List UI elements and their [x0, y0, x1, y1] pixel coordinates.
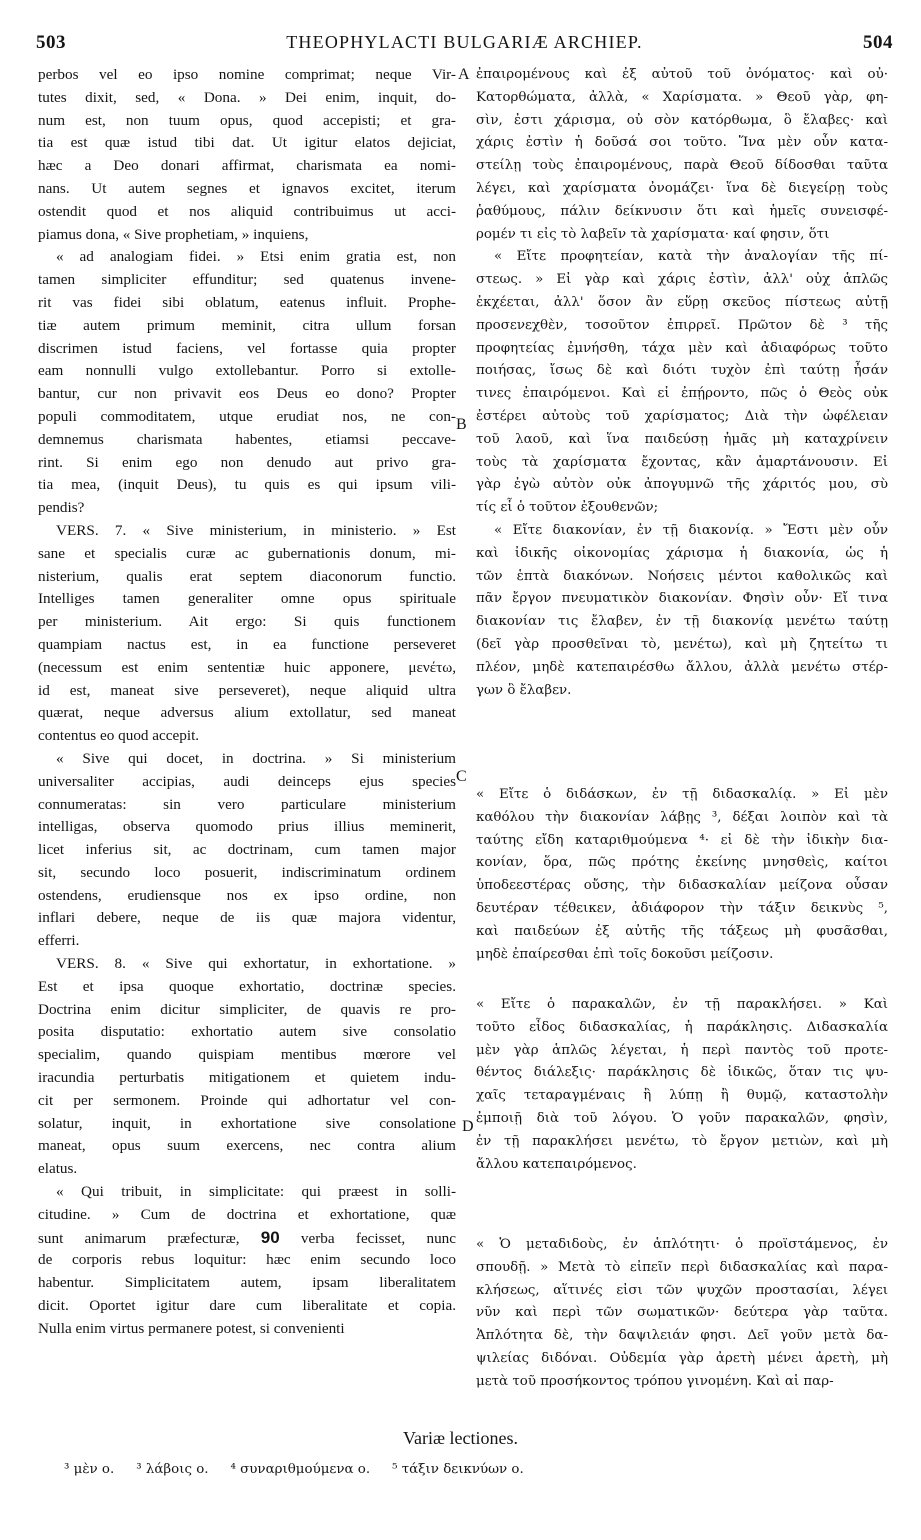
text-line: tia est quæ istud tibi dat. Ut igitur elatos dejiciat,: [38, 134, 456, 152]
text-line: κλήσεως, αἵτινές εἰσι τῶν ψυχῶν προστασίαι, λέγει: [476, 1282, 888, 1298]
text-line: ἐμποιῇ διὰ τοῦ λόγου. Ὁ γοῦν παρακαλῶν, φησὶν,: [476, 1110, 888, 1126]
greek-section-2: [476, 784, 888, 966]
greek-section-4: [476, 1234, 888, 1394]
text-line: τῶν ἑπτὰ διακόνων. Νοήσεις μέντοι καθολικῶς καὶ: [476, 568, 888, 584]
text-line: rit vas fidei sibi oblatum, eatenus influit. Prophe-: [38, 293, 456, 311]
text-line: (δεῖ γὰρ προσθεῖναι τὸ, μενέτω), καὶ μὴ ζητείτω τι: [476, 636, 888, 652]
text-line: ἐπαιρομένους καὶ ἐξ αὐτοῦ τοῦ ὀνόματος· καὶ οὐ·: [476, 67, 888, 82]
text-line: inflari debere, neque de iis quæ majora videntur,: [38, 909, 456, 927]
text-line: populi commoditatem, utque erudiat nos, ne con-: [38, 407, 456, 425]
text-line: ρομέν τι εἰς τὸ λαβεῖν τὰ χαρίσματα· καί φησιν, ὅτι: [476, 226, 830, 242]
text-line: solatur, inquit, in exhortatione sive consolatione: [38, 1114, 456, 1132]
text-line: « Εἴτε ὁ παρακαλῶν, ἐν τῇ παρακλήσει. » Καὶ: [476, 997, 888, 1012]
text-line: προσενεχθὲν, τοσοῦτον ἐπιρρεῖ. Πρῶτον δὲ ³ τῆς: [476, 317, 888, 333]
text-line: tia mea, (inquit Deus), tu quis es qui ipsum vili-: [38, 476, 456, 494]
text-line: posita disputatio: exhortatio autem sive consolatio: [38, 1023, 456, 1041]
text-line: ψιλείας διδόναι. Οὐδεμία γὰρ ἀρετὴ μένει ἀρετὴ, μὴ: [476, 1350, 888, 1366]
text-line: τίς εἶ ὁ τοῦτον ἐξουθενῶν;: [476, 500, 659, 516]
text-line: προφητείας ἐμνήσθη, τάχα μὲν καὶ ἀδιαφόρως τοῦτο: [476, 340, 888, 356]
column-number: 90: [260, 1227, 280, 1247]
text-line: Est et ipsa quoque exhortatio, doctrinæ species.: [38, 977, 456, 995]
text-line: efferri.: [38, 932, 80, 950]
text-line: σὶν, ἐστι χάρισμα, οὐ σὸν κατόρθωμα, ὃ ἔλαβες· καὶ: [476, 112, 888, 128]
text-line: contentus eo quod accepit.: [38, 727, 200, 745]
text-line: χαῖς τεταραγμέναις ἢ λύπῃ ἢ θυμῷ, καταστολὴν: [476, 1088, 888, 1104]
text-line: sane et specialis curæ ac gubernationis donum, mi-: [38, 544, 456, 562]
variae-lectiones-title: Variæ lectiones.: [403, 1428, 518, 1448]
text-line: σπουδῇ. » Μετὰ τὸ εἰπεῖν περὶ διδασκαλίας καὶ παρα-: [476, 1259, 888, 1275]
text-line: ἄλλου κατεπαιρόμενος.: [476, 1156, 637, 1172]
text-line: perbos vel eo ipso nomine comprimat; neque Vir-: [38, 66, 456, 83]
text-line: τοὺς τὰ χαρίσματα ἔχοντας, κἂν ἁμαρτάνουσιν. Εἰ: [476, 454, 888, 470]
text-line: iracundia perturbatis mitigationem et quietem indu-: [38, 1069, 456, 1087]
text-line: (necessum est enim sententiæ huic apponere, μενέτω,: [38, 658, 456, 676]
text-line: πλέον, μηδὲ κατεπαιρέσθω ἄλλου, ἀλλὰ μενέτω στέρ-: [476, 659, 888, 675]
text-line: elatus.: [38, 1160, 78, 1178]
text-line: διακονίαν τις ἔλαβεν, ἐν τῇ διακονίᾳ μενέτω ταύτῃ: [476, 614, 888, 630]
footnote-item: ⁴ συναριθμούμενα ο.: [230, 1462, 371, 1477]
text-line: hæc a Deo donari affirmat, charismata ea nomi-: [38, 157, 456, 175]
text-line: καὶ ἰδικῆς οἰκονομίας χάρισμα ἡ διακονία, ὡς ἡ: [476, 545, 888, 561]
text-line: πᾶν ἔργον πνευματικὸν διακονίαν. Φησὶν οὖν· Εἴ τινα: [476, 591, 888, 607]
text-line: « Εἴτε διακονίαν, ἐν τῇ διακονίᾳ. » Ἔστι μὲν οὖν: [494, 522, 888, 538]
text-line: ἐν τῇ παρακλήσει μενέτω, τὸ ἔργον μετιὼν, καὶ μὴ: [476, 1133, 888, 1149]
text-line: connumeratas: sin vero particulare ministerium: [38, 795, 456, 813]
text-line: κονίαν, ὅρα, πῶς πρότης ἐκείνης μνησθεὶς, καίτοι: [476, 855, 888, 871]
greek-section-3: [476, 994, 888, 1176]
text-line: Κατορθώματα, ἀλλὰ, « Χαρίσματα. » Θεοῦ γὰρ, φη-: [476, 89, 888, 105]
margin-marker-c: C: [456, 768, 467, 785]
greek-section-1: [476, 64, 888, 702]
text-line: τινες ἐπαιρόμενοι. Καὶ εἰ ἐπῄροντο, πῶς ὁ Θεὸς οὐκ: [476, 386, 888, 402]
text-line: γων ὃ ἔλαβεν.: [476, 682, 572, 698]
text-line: λέγει, καὶ χαρίσματα ὀνομάζει· ἵνα δὲ διεγείρῃ τοὺς: [476, 180, 888, 196]
text-line: στεως. » Εἰ γὰρ καὶ χάρις ἐστὶν, ἀλλ' οὐχ ἁπλῶς: [476, 272, 888, 288]
text-line: num est, non tuum opus, quod accepisti; et gra-: [38, 111, 456, 129]
text-line: quampiam nactus est, in ea functione perseveret: [38, 635, 456, 653]
running-header: [36, 32, 893, 60]
text-line: pendis?: [38, 499, 85, 517]
text-line: « Εἴτε προφητείαν, κατὰ τὴν ἀναλογίαν τῆς πί-: [494, 249, 888, 265]
text-line: de corporis rebus loquitur: hæc enim secundo loco: [38, 1251, 456, 1269]
text-line: nisterium, qualis erat septem diaconorum functio.: [38, 567, 456, 585]
text-line: στείλῃ τοὺς ἐπαιρομένους, παρὰ Θεοῦ δίδοσθαι ταῦτα: [476, 158, 888, 174]
text-line: καὶ παιδεύων ἐξ αὐτῆς τῆς τάξεως μὴ φυσᾶσθαι,: [476, 923, 888, 939]
text-line: « ad analogiam fidei. » Etsi enim gratia est, non: [56, 248, 456, 266]
text-line: ῥαθύμους, πάλιν δείκνυσιν ὅτι καὶ ἡμεῖς συνεισφέ-: [476, 203, 888, 219]
text-line: ostendit quod et nos aliquid contribuimus ut acci-: [38, 202, 456, 220]
text-line: maneat, opus suum exercens, nec contra alium: [38, 1137, 456, 1155]
text-line: ἐστέρει αὐτοὺς τοῦ χαρίσματος; Διὰ τὴν ὠφέλειαν: [476, 408, 888, 424]
text-line: citudine. » Cum de doctrina et exhortatione, quæ: [38, 1205, 456, 1223]
text-line: id est, maneat sive perseveret), neque aliquid ultra: [38, 681, 456, 699]
text-line: intelligas, observa quomodo prius illius meminerit,: [38, 818, 456, 836]
text-line: τοῦ λαοῦ, καὶ ἵνα παιδεύσῃ ἡμᾶς μὴ καταχρίνειν: [476, 431, 888, 447]
text-line: habentur. Simplicitatem autem, ipsam liberalitatem: [38, 1274, 456, 1292]
footnote-item: ³ λάβοις ο.: [136, 1462, 209, 1477]
text-line: χάρις ἐστὶν ἡ δοῦσά σοι τοῦτο. Ἵνα μὲν οὖν κατα-: [476, 135, 888, 151]
text-line: tiæ autem primum meminit, citra ullum forsan: [38, 316, 456, 334]
text-line: sit, secundo loco posuerit, indiscriminatum ordinem: [38, 863, 456, 881]
text-line: « Sive qui docet, in doctrina. » Si ministerium: [56, 749, 456, 767]
text-line: μὲν γὰρ ἁπλῶς λέγεται, ἡ περὶ παντὸς τοῦ προτε-: [476, 1042, 888, 1058]
text-line: ποιήσας, ἴσως δὲ καὶ διότι τυχὸν ἐπὶ ταύτῃ ἦσάν: [476, 363, 888, 379]
text-line: ἐκχέεται, ἀλλ' ὅσον ἂν εὕρῃ σκεῦος πίστεως αὐτῇ: [476, 294, 888, 310]
running-title: THEOPHYLACTI BULGARIÆ ARCHIEP.: [286, 32, 643, 52]
text-line: ostendens, erudiensque nos ex ipso ordine, non: [38, 886, 456, 904]
text-line: « Εἴτε ὁ διδάσκων, ἐν τῇ διδασκαλίᾳ. » Εἰ μὲν: [476, 787, 888, 802]
text-line: sunt animarum præfecturæ, 90 verba fecisset, nunc: [38, 1227, 456, 1247]
page-number-left: 503: [36, 32, 66, 53]
text-line: rint. Si enim ego non denudo aut privo gra-: [38, 453, 456, 471]
text-line: quærat, neque adversus alium extollatur, sed maneat: [38, 704, 456, 722]
text-line: δευτέραν τέθεικεν, ἀδιάφορον τὴν τάξιν δεικνὺς ⁵,: [476, 900, 888, 916]
text-line: « Ὁ μεταδιδοὺς, ἐν ἁπλότητι· ὁ προϊστάμενος, ἐν: [476, 1237, 888, 1252]
text-line: universaliter accipias, audi deinceps ejus species: [38, 772, 456, 790]
margin-marker-a: A: [458, 66, 470, 83]
text-line: VERS. 8. « Sive qui exhortatur, in exhortatione. »: [56, 955, 456, 973]
text-line: eam nonnulli vulgo extollebantur. Porro si extolle-: [38, 362, 456, 380]
text-line: licet inferius sit, ac doctrinam, cum tamen major: [38, 841, 456, 859]
text-line: Nulla enim virtus permanere potest, si convenienti: [38, 1319, 345, 1337]
text-line: discrimen istud faciens, vel fortasse quia propter: [38, 339, 456, 357]
text-line: μηδὲ ἐπαίρεσθαι ἐπὶ τοῖς δοκοῦσι μείζοσιν.: [476, 946, 774, 962]
text-line: per ministerium. Ait ergo: Si quis functionem: [38, 613, 456, 631]
margin-marker-d: D: [462, 1118, 474, 1135]
text-line: νῦν καὶ περὶ τῶν σωματικῶν· δεύτερα γὰρ ταῦτα.: [476, 1305, 888, 1321]
text-line: Ἁπλότητα δὲ, τὴν δαψιλειάν φησι. Δεῖ γοῦν μετὰ δα-: [476, 1328, 888, 1344]
text-line: bantur, cur non privavit eos Deus eo dono? Propter: [38, 385, 456, 403]
text-line: καθόλου τὴν διακονίαν λάβῃς ³, δέξαι λοιπὸν καὶ τὰ: [476, 809, 888, 825]
text-line: Intelliges tamen generaliter omne opus spirituale: [38, 590, 456, 608]
text-line: γὰρ ἐγὼ αὐτὸν οὐκ ἀπογυμνῶ τῆς χάριτός μου, σὺ: [476, 477, 888, 493]
variae-lectiones-list: [64, 1462, 881, 1477]
text-line: « Qui tribuit, in simplicitate: qui præest in solli-: [56, 1183, 456, 1201]
text-line: ταύτης εἴδη καταριθμούμενα ⁴· εἰ δὲ τὴν ἰδικὴν δια-: [476, 832, 888, 848]
text-line: specialim, quando quispiam mentibus mœrore vel: [38, 1046, 456, 1064]
text-line: cit per sermonem. Proinde qui adhortatur vel con-: [38, 1091, 456, 1109]
page-number-right: 504: [863, 32, 893, 53]
footnote-item: ⁵ τάξιν δεικνύων ο.: [392, 1462, 524, 1477]
text-line: Doctrina enim dicitur simpliciter, de quavis re pro-: [38, 1000, 456, 1018]
text-line: μετὰ τοῦ προσήκοντος τρόπου γινομένη. Καὶ αἱ παρ-: [476, 1373, 834, 1389]
margin-marker-b: B: [456, 416, 467, 433]
text-line: τοῦτο εἶδος διδασκαλίας, ἡ παράκλησις. Διδασκαλία: [476, 1019, 888, 1035]
text-line: tamen simpliciter effunditur; sed quatenus invene-: [38, 271, 456, 289]
text-line: VERS. 7. « Sive ministerium, in ministerio. » Est: [56, 521, 456, 539]
text-line: demnemus charismata habentes, etiamsi peccave-: [38, 430, 456, 448]
text-line: θέντος διάλεξις· παράκλησις δὲ ἰδικῶς, ὅταν τις ψυ-: [476, 1065, 888, 1081]
text-line: dicit. Oportet igitur dare cum liberalitate et copia.: [38, 1297, 456, 1315]
text-line: tutes dixit, sed, « Dona. » Dei enim, inquit, do-: [38, 88, 456, 106]
text-line: nans. Ut autem segnes et ignavos excitet, iterum: [38, 179, 456, 197]
latin-column: [38, 64, 456, 1341]
text-line: ὑποδεεστέρας οὔσης, τὴν διδασκαλίαν μείζονα οὖσαν: [476, 878, 888, 894]
text-line: piamus dona, « Sive prophetiam, » inquiens,: [38, 225, 309, 243]
footnote-item: ³ μὲν ο.: [64, 1462, 115, 1477]
